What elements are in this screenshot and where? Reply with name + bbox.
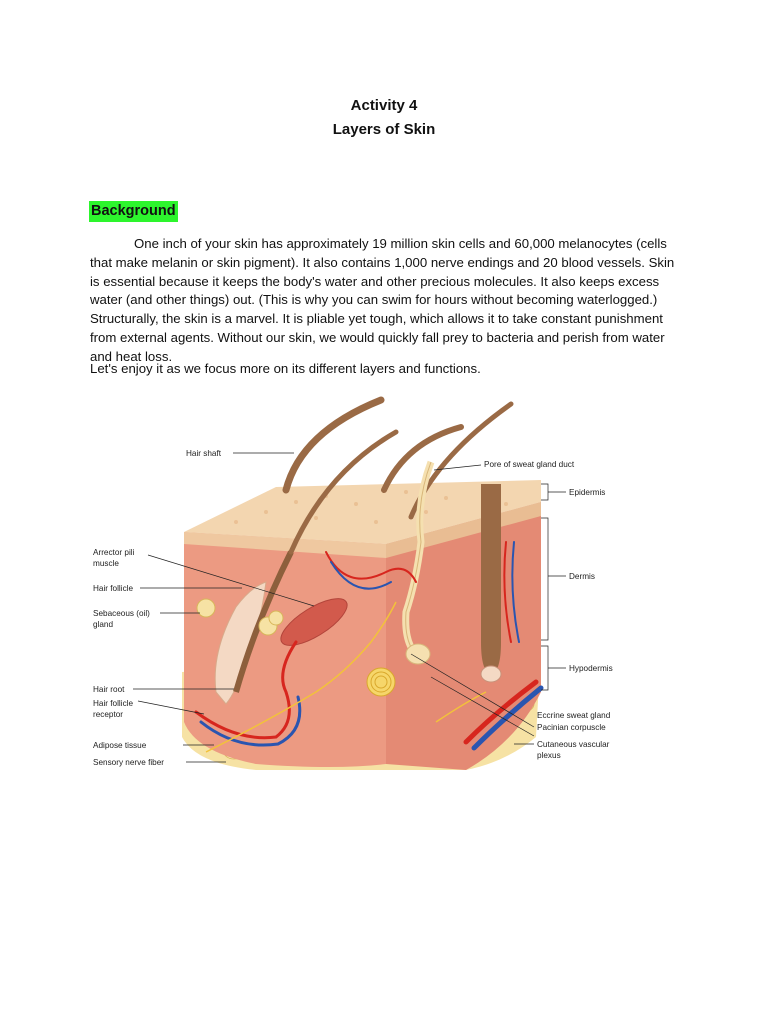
pacinian-corpuscle bbox=[367, 668, 395, 696]
label-arrector-pili-1: Arrector pili bbox=[93, 548, 135, 557]
section-heading-background: Background bbox=[89, 201, 178, 222]
label-sebaceous-2: gland bbox=[93, 620, 114, 629]
label-hair-root: Hair root bbox=[93, 685, 125, 694]
activity-title: Activity 4 bbox=[350, 97, 418, 114]
label-follicle-receptor-1: Hair follicle bbox=[93, 699, 134, 708]
skin-layers-diagram bbox=[86, 392, 646, 777]
paragraph-text: One inch of your skin has approximately 19 million skin cells and 60,000 melanocytes (cells that make melanin or skin pigment). It also contains 1,000 nerve endings and 20 blood vessels. Skin is essential because it keeps the body's water and other precious molecules. It also keeps excess water (and other things) out. (This is why you can swim for hours without becoming waterlogged.) Structurally, the skin is a marvel. It is pliable yet tough, which allows it to take constant punishment from external agents. Without our skin, we would quickly fall prey to bacteria and perish from water and heat loss. bbox=[90, 236, 675, 364]
title-block bbox=[0, 94, 768, 142]
label-arrector-pili-2: muscle bbox=[93, 559, 119, 568]
label-epidermis: Epidermis bbox=[569, 488, 606, 497]
label-sebaceous-1: Sebaceous (oil) bbox=[93, 609, 150, 618]
intro-sentence: Let's enjoy it as we focus more on its different layers and functions. bbox=[90, 361, 481, 376]
label-pore: Pore of sweat gland duct bbox=[484, 460, 575, 469]
label-cutaneous-1: Cutaneous vascular bbox=[537, 740, 610, 749]
right-hair-follicle bbox=[481, 484, 501, 682]
label-hypodermis: Hypodermis bbox=[569, 664, 613, 673]
label-sensory-nerve: Sensory nerve fiber bbox=[93, 758, 164, 767]
label-pacinian: Pacinian corpuscle bbox=[537, 723, 606, 732]
label-eccrine: Eccrine sweat gland bbox=[537, 711, 611, 720]
label-adipose: Adipose tissue bbox=[93, 741, 147, 750]
page-title: Layers of Skin bbox=[332, 121, 436, 138]
background-paragraph bbox=[90, 235, 682, 367]
label-dermis: Dermis bbox=[569, 572, 595, 581]
label-hair-shaft: Hair shaft bbox=[186, 449, 222, 458]
label-hair-follicle: Hair follicle bbox=[93, 584, 134, 593]
label-cutaneous-2: plexus bbox=[537, 751, 561, 760]
label-follicle-receptor-2: receptor bbox=[93, 710, 124, 719]
